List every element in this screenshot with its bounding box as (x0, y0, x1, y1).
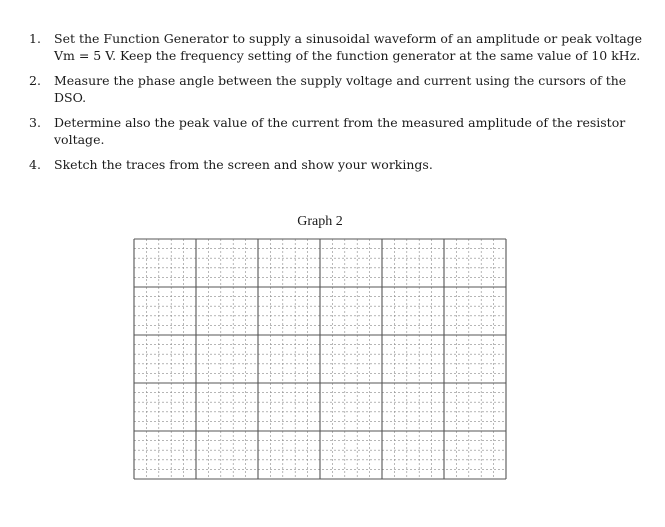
step-text (54, 156, 649, 173)
graph-title: Graph 2 (297, 214, 343, 229)
step-text-line: Vm = 5 V. Keep the frequency setting of the function generator at the same value of 10 kHz. (54, 48, 641, 63)
step-text-line: DSO. (54, 90, 87, 105)
step-number: 2. (29, 73, 41, 88)
step-text-line: Sketch the traces from the screen and show your workings. (54, 157, 433, 172)
step-text-line: Measure the phase angle between the supply voltage and current using the cursors of the (54, 73, 627, 88)
step-3 (29, 114, 649, 148)
step-text (54, 114, 649, 148)
step-2 (29, 72, 649, 106)
step-number: 1. (29, 31, 41, 46)
instructions-list (29, 30, 649, 181)
step-number: 3. (29, 115, 41, 130)
step-text-line: Determine also the peak value of the current from the measured amplitude of the resistor (54, 115, 626, 130)
graph-grid (133, 238, 507, 480)
step-4 (29, 156, 649, 173)
graph-grid-svg (133, 238, 507, 480)
step-text-line: Set the Function Generator to supply a sinusoidal waveform of an amplitude or peak voltage (54, 31, 643, 46)
step-1 (29, 30, 649, 64)
step-text-line: voltage. (54, 132, 105, 147)
step-number: 4. (29, 157, 41, 172)
step-text (54, 72, 649, 106)
step-text (54, 30, 649, 64)
